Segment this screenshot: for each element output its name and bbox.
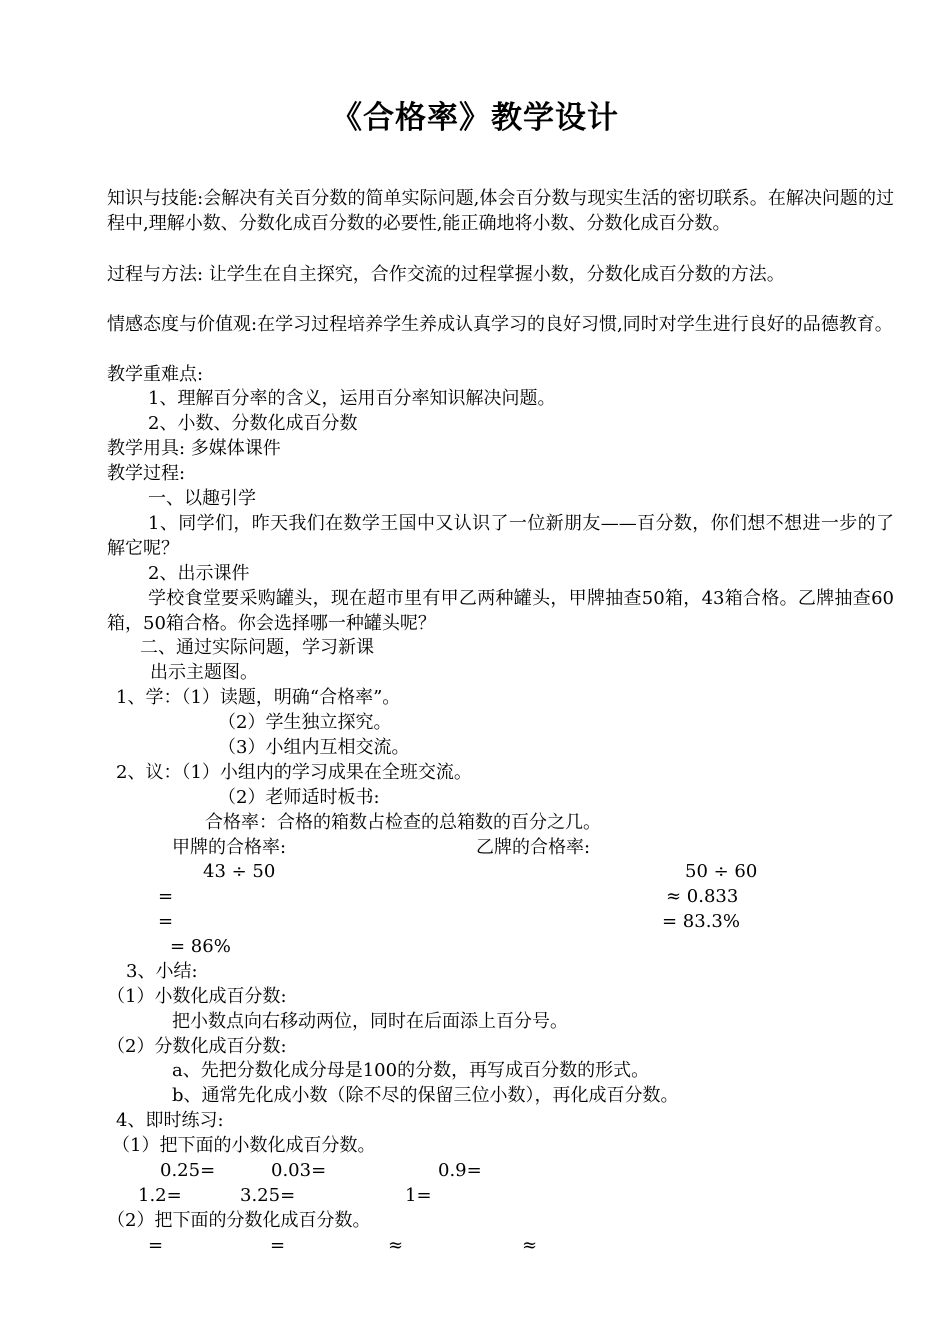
practice-q1-item: 0.03= xyxy=(271,1160,327,1181)
key-point-item: 1、理解百分率的含义，运用百分率知识解决问题。 xyxy=(148,388,556,409)
practice-q1: （1）把下面的小数化成百分数。 xyxy=(112,1135,376,1156)
key-points-heading: 教学重难点: xyxy=(107,364,204,385)
brand-b-label: 乙牌的合格率: xyxy=(476,837,591,858)
summary-fraction-a: a、先把分数化成分母是100的分数，再写成百分数的形式。 xyxy=(172,1060,650,1081)
summary-decimal-text: 把小数点向右移动两位，同时在后面添上百分号。 xyxy=(172,1011,568,1032)
brand-a-equals: = xyxy=(158,911,174,932)
pass-rate-definition: 合格率：合格的箱数占检查的总箱数的百分之几。 xyxy=(205,812,601,833)
practice-q1-item: 1= xyxy=(405,1185,432,1206)
goal-emotion: 情感态度与价值观:在学习过程培养学生养成认真学习的良好习惯,同时对学生进行良好的品德教育。 xyxy=(107,314,893,335)
practice-q2-item: = xyxy=(270,1235,286,1256)
part1-paragraph-1: 1、同学们，昨天我们在数学王国中又认识了一位新朋友——百分数，你们想不想进一步的了解它呢？ xyxy=(107,513,894,559)
brand-b-expression: 50 ÷ 60 xyxy=(685,861,758,882)
brand-a-expression: 43 ÷ 50 xyxy=(203,861,276,882)
summary-decimal-heading: （1）小数化成百分数: xyxy=(107,986,287,1007)
teaching-tools: 教学用具: 多媒体课件 xyxy=(107,438,281,459)
key-point-item: 2、小数、分数化成百分数 xyxy=(148,413,358,434)
learn-step: （2）学生独立探究。 xyxy=(218,712,392,733)
brand-b-result: = 83.3% xyxy=(662,911,740,932)
summary-fraction-heading: （2）分数化成百分数: xyxy=(107,1036,287,1057)
practice-q1-item: 0.9= xyxy=(438,1160,482,1181)
part1-problem: 学校食堂要采购罐头，现在超市里有甲乙两种罐头，甲牌抽查50箱，43箱合格。乙牌抽查60箱，50箱合格。你会选择哪一种罐头呢？ xyxy=(107,588,894,634)
practice-q1-item: 0.25= xyxy=(160,1160,216,1181)
practice-q2-item: = xyxy=(148,1235,164,1256)
learn-step: 1、学：（1）读题，明确“合格率”。 xyxy=(116,687,401,708)
part2-heading: 二、通过实际问题，学习新课 xyxy=(140,637,374,658)
part2-show-image: 出示主题图。 xyxy=(150,662,258,683)
practice-q2-item: ≈ xyxy=(388,1235,404,1256)
brand-a-equals: = xyxy=(158,886,174,907)
process-heading: 教学过程: xyxy=(107,463,186,484)
goal-process: 过程与方法: 让学生在自主探究，合作交流的过程掌握小数，分数化成百分数的方法。 xyxy=(107,264,785,285)
page-title: 《合格率》教学设计 xyxy=(331,100,619,136)
discuss-step: （2）老师适时板书: xyxy=(218,787,380,808)
brand-a-result: = 86% xyxy=(170,936,231,957)
part1-show-courseware: 2、出示课件 xyxy=(148,563,250,584)
summary-fraction-b: b、通常先化成小数（除不尽的保留三位小数），再化成百分数。 xyxy=(172,1085,679,1106)
practice-q1-item: 1.2= xyxy=(138,1185,182,1206)
goal-knowledge: 知识与技能:会解决有关百分数的简单实际问题,体会百分数与现实生活的密切联系。在解决问题的过程中,理解小数、分数化成百分数的必要性,能正确地将小数、分数化成百分数。 xyxy=(107,188,894,234)
brand-a-label: 甲牌的合格率: xyxy=(172,837,287,858)
practice-q1-item: 3.25= xyxy=(240,1185,296,1206)
practice-heading: 4、即时练习: xyxy=(116,1110,224,1131)
practice-q2-item: ≈ xyxy=(522,1235,538,1256)
discuss-step: 2、议：（1）小组内的学习成果在全班交流。 xyxy=(116,762,472,783)
summary-heading: 3、小结: xyxy=(126,961,198,982)
brand-b-approx: ≈ 0.833 xyxy=(666,886,739,907)
part1-heading: 一、以趣引学 xyxy=(148,488,256,509)
practice-q2: （2）把下面的分数化成百分数。 xyxy=(107,1210,371,1231)
learn-step: （3）小组内互相交流。 xyxy=(218,737,410,758)
